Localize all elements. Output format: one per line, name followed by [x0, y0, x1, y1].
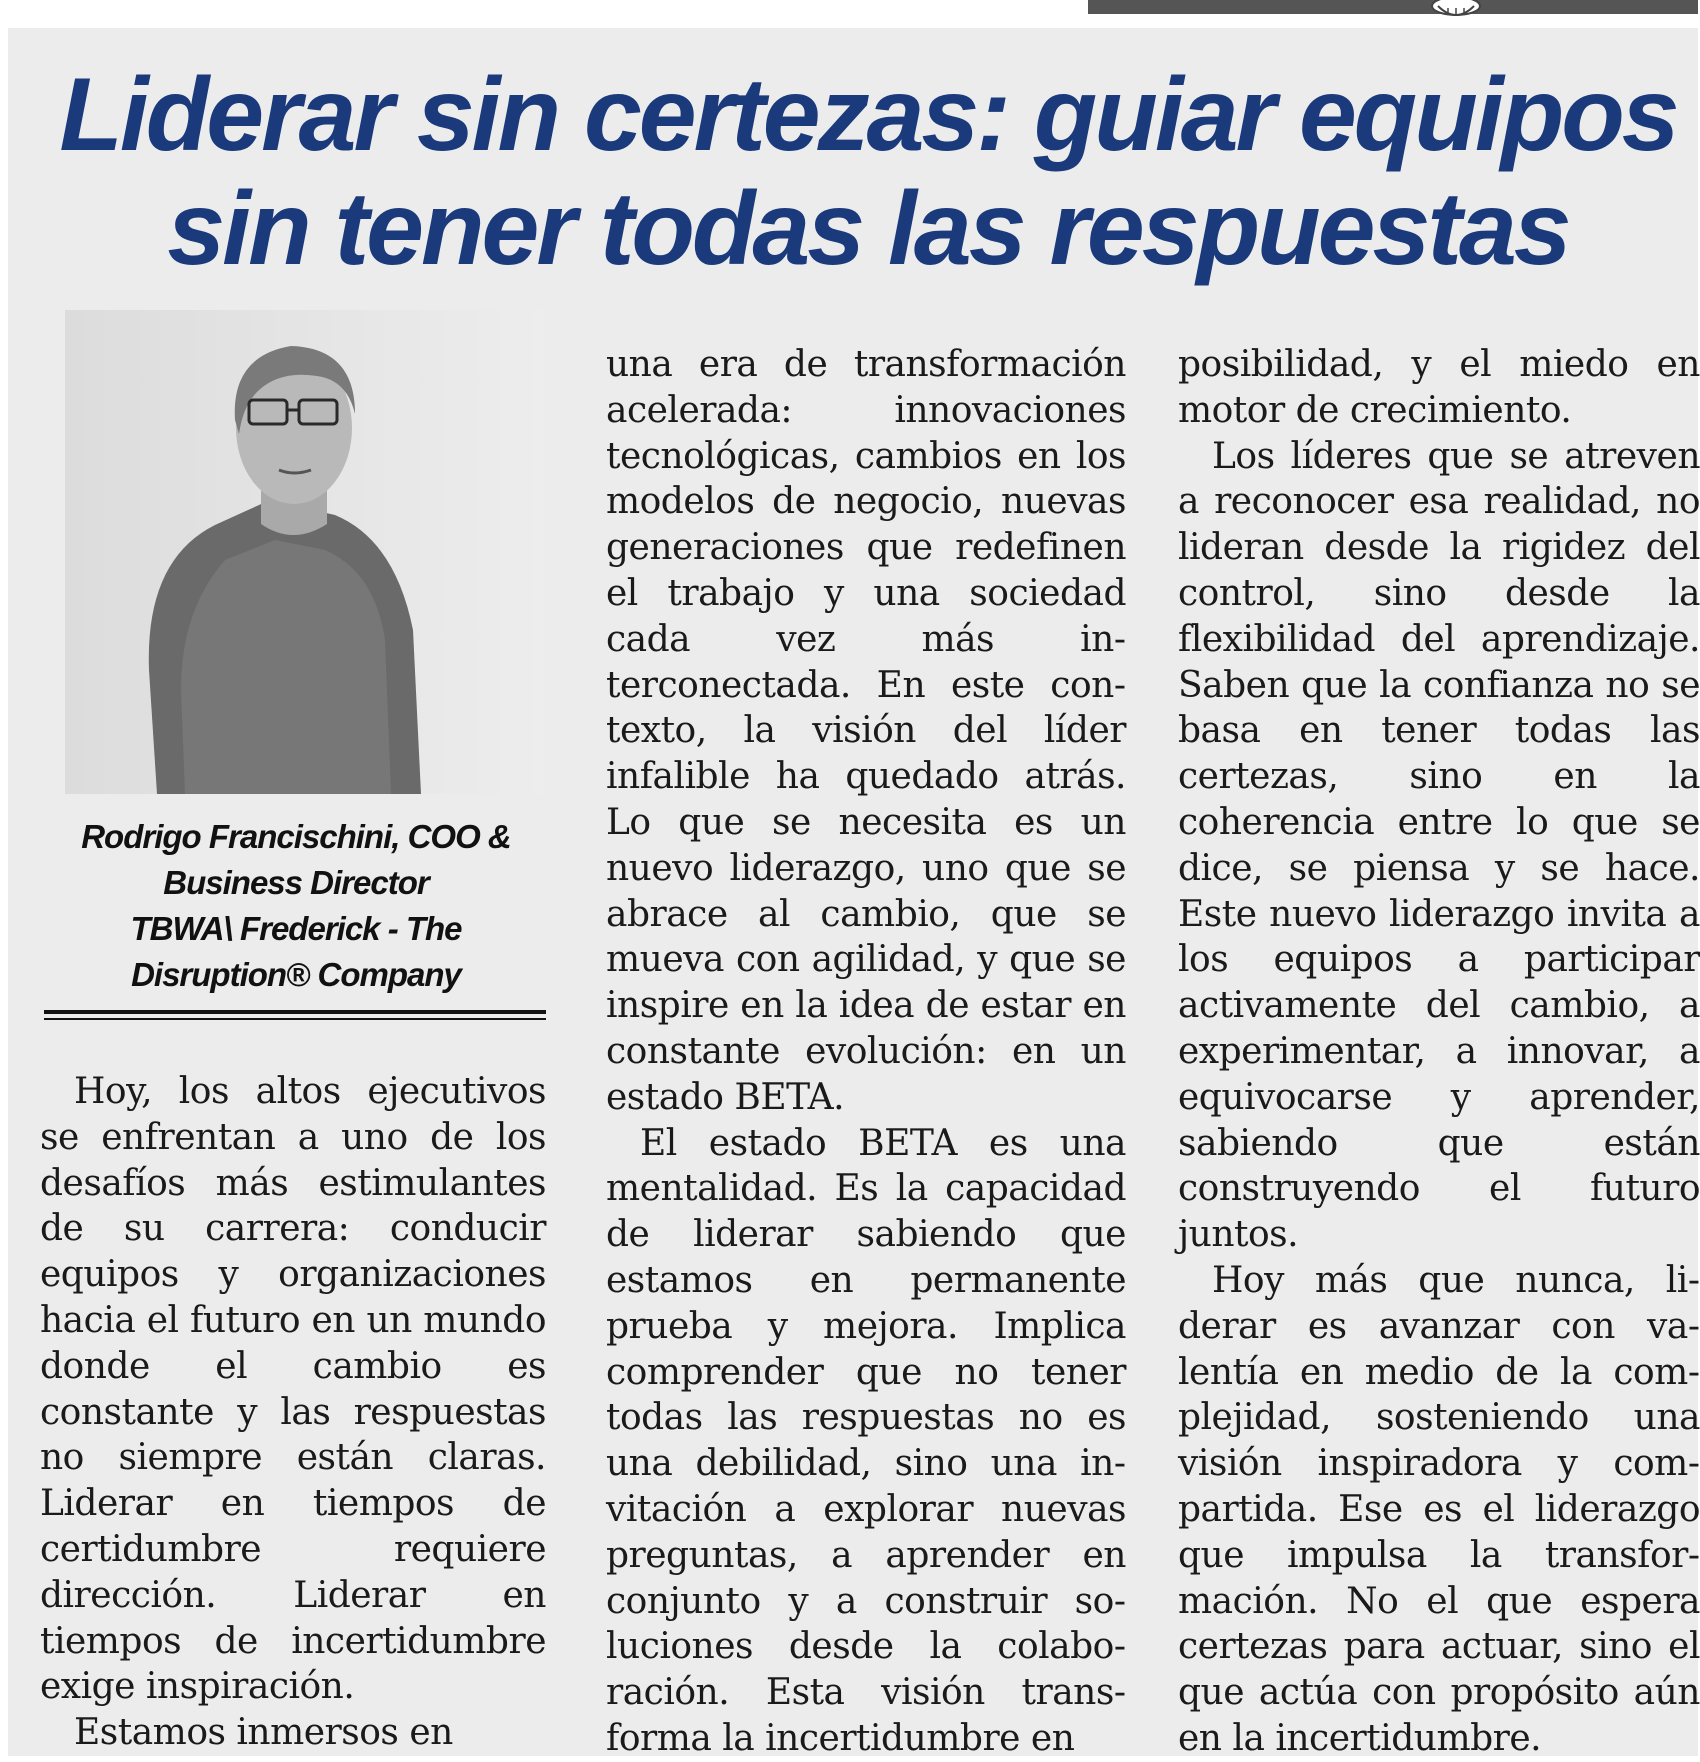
paragraph: Los líderes que se atreven a reconocer esa realidad, no lideran desde la rigidez del control, sino desde la flexibilidad del aprendizaje. Saben que la confianza no se basa en tener todas las certezas, sino en la coherencia entre lo que se dice, se piensa y se hace. Este nuevo liderazgo invita a los equipos a participar activamente del cambio, a experimentar, a innovar, a equivocarse y aprender, sabiendo que están construyendo el futuro juntos. [1178, 435, 1700, 1256]
body-column-2 [606, 342, 1126, 1762]
top-bar [1088, 0, 1698, 14]
paragraph: una era de transformación acelerada: innovaciones tecnológicas, cambios en los modelos de negocio, nuevas generaciones que redefinen el trabajo y una sociedad cada vez más interconectada. En este contexto, la visión del líder infalible ha quedado atrás. Lo que se necesita es un nuevo liderazgo, uno que se abrace al cambio, que se mueva con agilidad, y que se inspire en la idea de estar en constante evolución: en un estado BETA. [606, 344, 1126, 1118]
author-caption [46, 814, 546, 998]
body-column-1 [40, 1069, 546, 1756]
headline-line: sin tener todas las respuestas [167, 171, 1569, 287]
caption-line: TBWA\ Frederick - The [130, 910, 462, 947]
paragraph: Hoy más que nunca, liderar es avanzar con valentía en medio de la complejidad, sosteniendo una visión inspiradora y compartida. Ese es el liderazgo que impulsa la transformación. No el que espera certezas para actuar, sino el que actúa con propósito aún en la incertidumbre. [1178, 1259, 1700, 1759]
paragraph: Estamos inmersos en [74, 1712, 453, 1754]
body-column-3 [1178, 342, 1700, 1762]
caption-line: Business Director [163, 864, 429, 901]
author-photo [65, 310, 545, 794]
caption-line: Disruption® Company [131, 956, 461, 993]
headline-line: Liderar sin certezas: guiar equipos [59, 57, 1677, 173]
article-page [8, 28, 1700, 1759]
paragraph: Hoy, los altos ejecutivos se enfrentan a uno de los desafíos más estimulantes de su carrera: conducir equipos y organizaciones hacia el futuro en un mundo donde el cambio es constante y las respuestas no siempre están claras. Liderar en tiempos de certidumbre requiere dirección. Liderar en tiempos de incertidumbre exige inspiración. [40, 1071, 546, 1708]
ornament-icon [1428, 0, 1484, 22]
caption-line: Rodrigo Francischini, COO & [81, 818, 511, 855]
paragraph: posibilidad, y el miedo en motor de crecimiento. [1178, 344, 1700, 431]
paragraph: El estado BETA es una mentalidad. Es la capacidad de liderar sabiendo que estamos en permanente prueba y mejora. Implica comprender que no tener todas las respuestas no es una debilidad, sino una invitación a explorar nuevas preguntas, a aprender en conjunto y a construir soluciones desde la colaboración. Esta visión transforma la incertidumbre en [606, 1122, 1126, 1759]
article-headline [48, 58, 1688, 286]
caption-divider [44, 1010, 546, 1022]
